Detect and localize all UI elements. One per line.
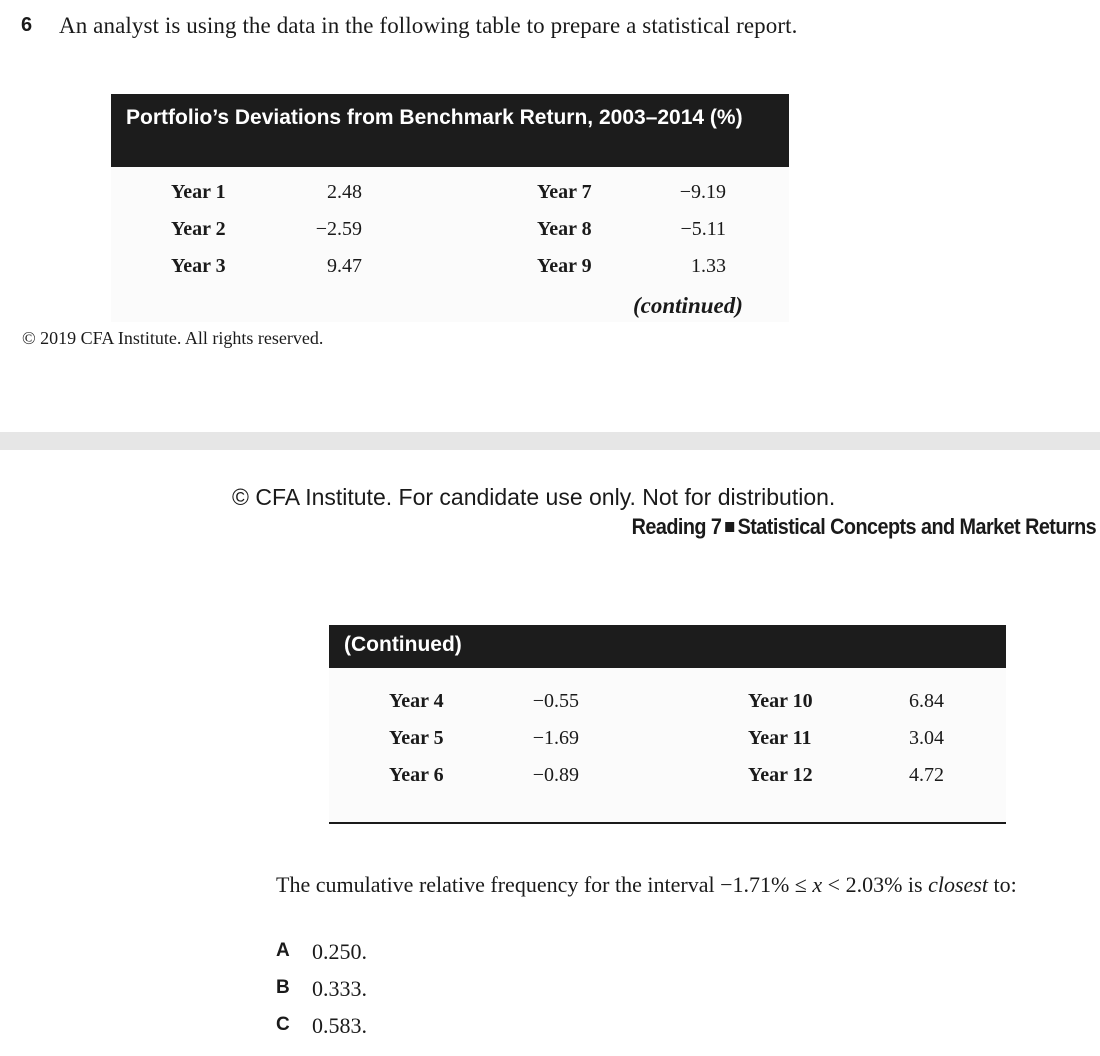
running-head: [632, 514, 1096, 540]
table2-row-label: Year 10: [748, 690, 813, 712]
table1-row-value: −5.11: [680, 218, 726, 240]
table1-row-value: 9.47: [327, 255, 362, 277]
table1-row-label: Year 7: [537, 181, 592, 203]
table2-row-value: 6.84: [909, 690, 944, 712]
table2-row-label: Year 6: [389, 764, 444, 786]
page-divider: [0, 432, 1100, 450]
table1-row-value: −2.59: [315, 218, 362, 240]
table2-row-label: Year 11: [748, 727, 812, 749]
table2-row-value: 4.72: [909, 764, 944, 786]
continued-note: (continued): [633, 293, 743, 318]
stem-suffix: to:: [987, 872, 1017, 897]
table2-row-value: −0.89: [532, 764, 579, 786]
table2-row-label: Year 4: [389, 690, 444, 712]
question-number: 6: [21, 14, 33, 36]
table1-header: [111, 94, 789, 167]
table2-row-value: 3.04: [909, 727, 944, 749]
table2-row-value: −0.55: [532, 690, 579, 712]
table2-row-label: Year 5: [389, 727, 444, 749]
table2-row-value: −1.69: [532, 727, 579, 749]
table1-row-label: Year 3: [171, 255, 226, 277]
stem-emphasis: closest: [928, 872, 988, 897]
question-text: An analyst is using the data in the following table to prepare a statistical report.: [59, 13, 798, 38]
table1-row-value: 1.33: [691, 255, 726, 277]
table1-row-label: Year 2: [171, 218, 226, 240]
question-stem: [276, 870, 1086, 900]
table1-row-label: Year 1: [171, 181, 226, 203]
table1-row-value: −9.19: [679, 181, 726, 203]
stem-variable: x: [812, 872, 823, 897]
table2-header: [329, 625, 1006, 668]
table2-title: (Continued): [344, 633, 462, 656]
option-text: 0.583.: [312, 1013, 367, 1038]
option-letter: B: [276, 977, 290, 998]
table1-row-label: Year 8: [537, 218, 592, 240]
candidate-use-notice: © CFA Institute. For candidate use only. Not for distribution.: [232, 484, 836, 510]
option-text: 0.333.: [312, 976, 367, 1001]
option-letter: C: [276, 1014, 290, 1035]
table1-row-value: 2.48: [327, 181, 362, 203]
stem-middle: < 2.03% is: [822, 872, 929, 897]
option-letter: A: [276, 940, 290, 961]
stem-prefix: The cumulative relative frequency for the interval −1.71% ≤: [276, 872, 813, 897]
reading-title: Statistical Concepts and Market Returns: [737, 514, 1096, 539]
square-bullet-icon: [725, 522, 734, 532]
option-text: 0.250.: [312, 939, 367, 964]
table2-row-label: Year 12: [748, 764, 813, 786]
table1-row-label: Year 9: [537, 255, 592, 277]
table1-title: Portfolio’s Deviations from Benchmark Return, 2003–2014 (%): [126, 106, 743, 129]
copyright-notice: © 2019 CFA Institute. All rights reserved.: [22, 328, 324, 348]
reading-number: Reading 7: [631, 514, 722, 539]
